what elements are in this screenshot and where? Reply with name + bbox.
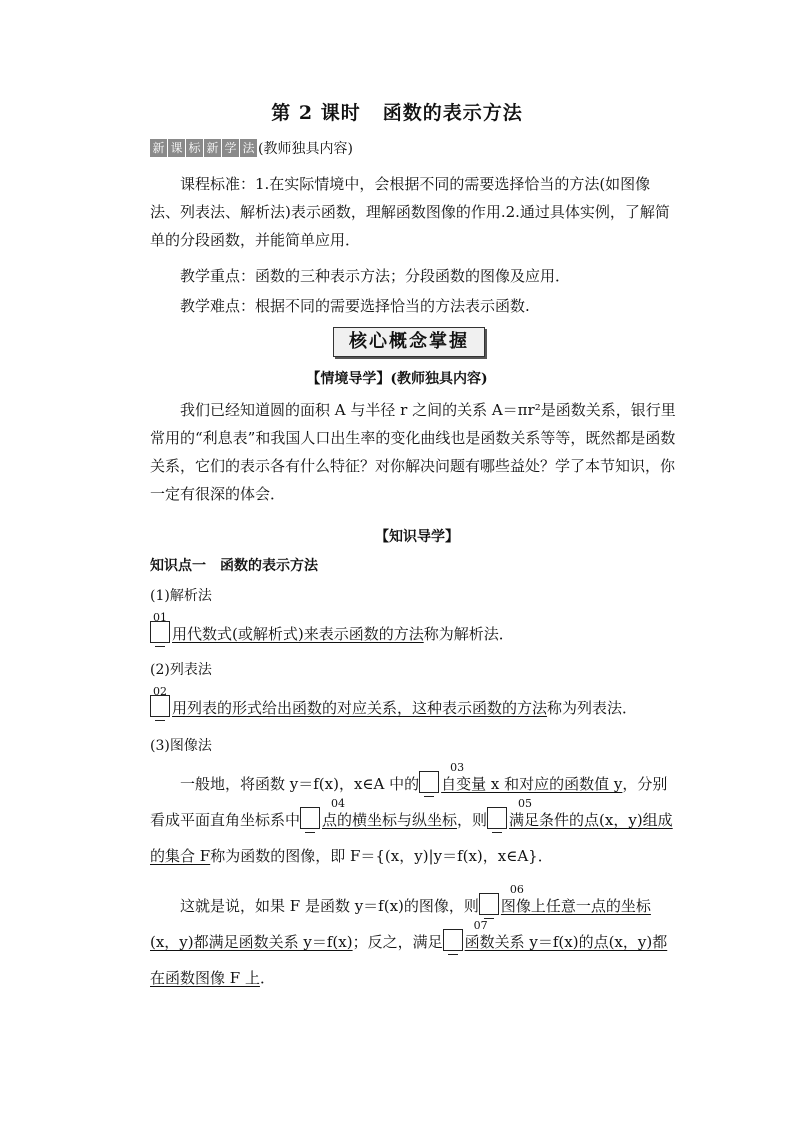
- answer-blank: 03: [419, 771, 439, 793]
- method-2-title: (2)列表法: [150, 662, 212, 678]
- graph-explanation: 这就是说，如果 F 是函数 y＝f(x)的图像，则 06 图像上任意一点的坐标(x，y)都满足函数关系 y＝f(x)；反之，满足 07 函数关系 y＝f(x)的点(x，y)都在函数图像 F 上．: [150, 883, 668, 987]
- method-1-title: (1)解析法: [150, 588, 212, 604]
- fill-in-answer: 用列表的形式给出函数的对应关系，这种表示函数的方法: [172, 699, 548, 717]
- fill-in-answer: 满足条件的点(x，y)组成的集合 F: [150, 811, 673, 865]
- method-3-title: (3)图像法: [150, 738, 212, 754]
- new-standard-badge: 新 课 标 新 学 法: [150, 139, 258, 157]
- situation-heading: 【情境导学】(教师独具内容): [306, 371, 488, 387]
- answer-blank: 06: [479, 893, 499, 915]
- difficulty: 教学难点：根据不同的需要选择恰当的方法表示函数.: [180, 297, 530, 315]
- answer-blank: 02: [150, 695, 170, 717]
- tag-note: (教师独具内容): [258, 141, 353, 157]
- fill-in-answer: 点的横坐标与纵坐标: [322, 811, 458, 829]
- page-title: 第 2 课时 函数的表示方法: [271, 102, 523, 124]
- answer-blank: 04: [300, 807, 320, 829]
- graph-method-text: 一般地，将函数 y＝f(x)，x∈A 中的 03 自变量 x 和对应的函数值 y，分别看成平面直角坐标系中 04 点的横坐标与纵坐标，则 05 满足条件的点(x，y)组成的集合 F称为函数的图像，即 F＝{(x，y)|y＝f(x)，x∈A}．: [150, 761, 673, 865]
- method-2-text: 02 用列表的形式给出函数的对应关系，这种表示函数的方法称为列表法．: [150, 694, 637, 722]
- fill-in-answer: 函数关系 y＝f(x)的点(x，y)都在函数图像 F 上: [150, 933, 668, 987]
- tag-line: [150, 138, 353, 158]
- fill-in-answer: 自变量 x 和对应的函数值 y: [441, 775, 623, 793]
- knowledge-heading: 【知识导学】: [375, 529, 459, 545]
- knowledge-point-1: 知识点一 函数的表示方法: [150, 558, 318, 574]
- core-concept-banner: 核心概念掌握: [333, 327, 485, 357]
- answer-blank: 07: [443, 929, 463, 951]
- key-point: 教学重点：函数的三种表示方法；分段函数的图像及应用．: [180, 267, 571, 285]
- situation-text: 我们已经知道圆的面积 A 与半径 r 之间的关系 A＝πr²是函数关系，银行里常用的“利息表”和我国人口出生率的变化曲线也是函数关系等等，既然都是函数关系，它们的表示各有什么特征？对你解决问题有哪些益处？学了本节知识，你一定有很深的体会．: [150, 401, 676, 503]
- fill-in-answer: 用代数式(或解析式)来表示函数的方法: [172, 625, 424, 643]
- course-standard: 课程标准：1.在实际情境中，会根据不同的需要选择恰当的方法(如图像法、列表法、解析法)表示函数，理解函数图像的作用.2.通过具体实例，了解简单的分段函数，并能简单应用．: [150, 175, 670, 249]
- answer-blank: 05: [487, 807, 507, 829]
- fill-in-answer: 图像上任意一点的坐标(x，y)都满足函数关系 y＝f(x): [150, 897, 651, 951]
- method-1-text: 01 用代数式(或解析式)来表示函数的方法称为解析法．: [150, 620, 514, 648]
- answer-blank: 01: [150, 621, 170, 643]
